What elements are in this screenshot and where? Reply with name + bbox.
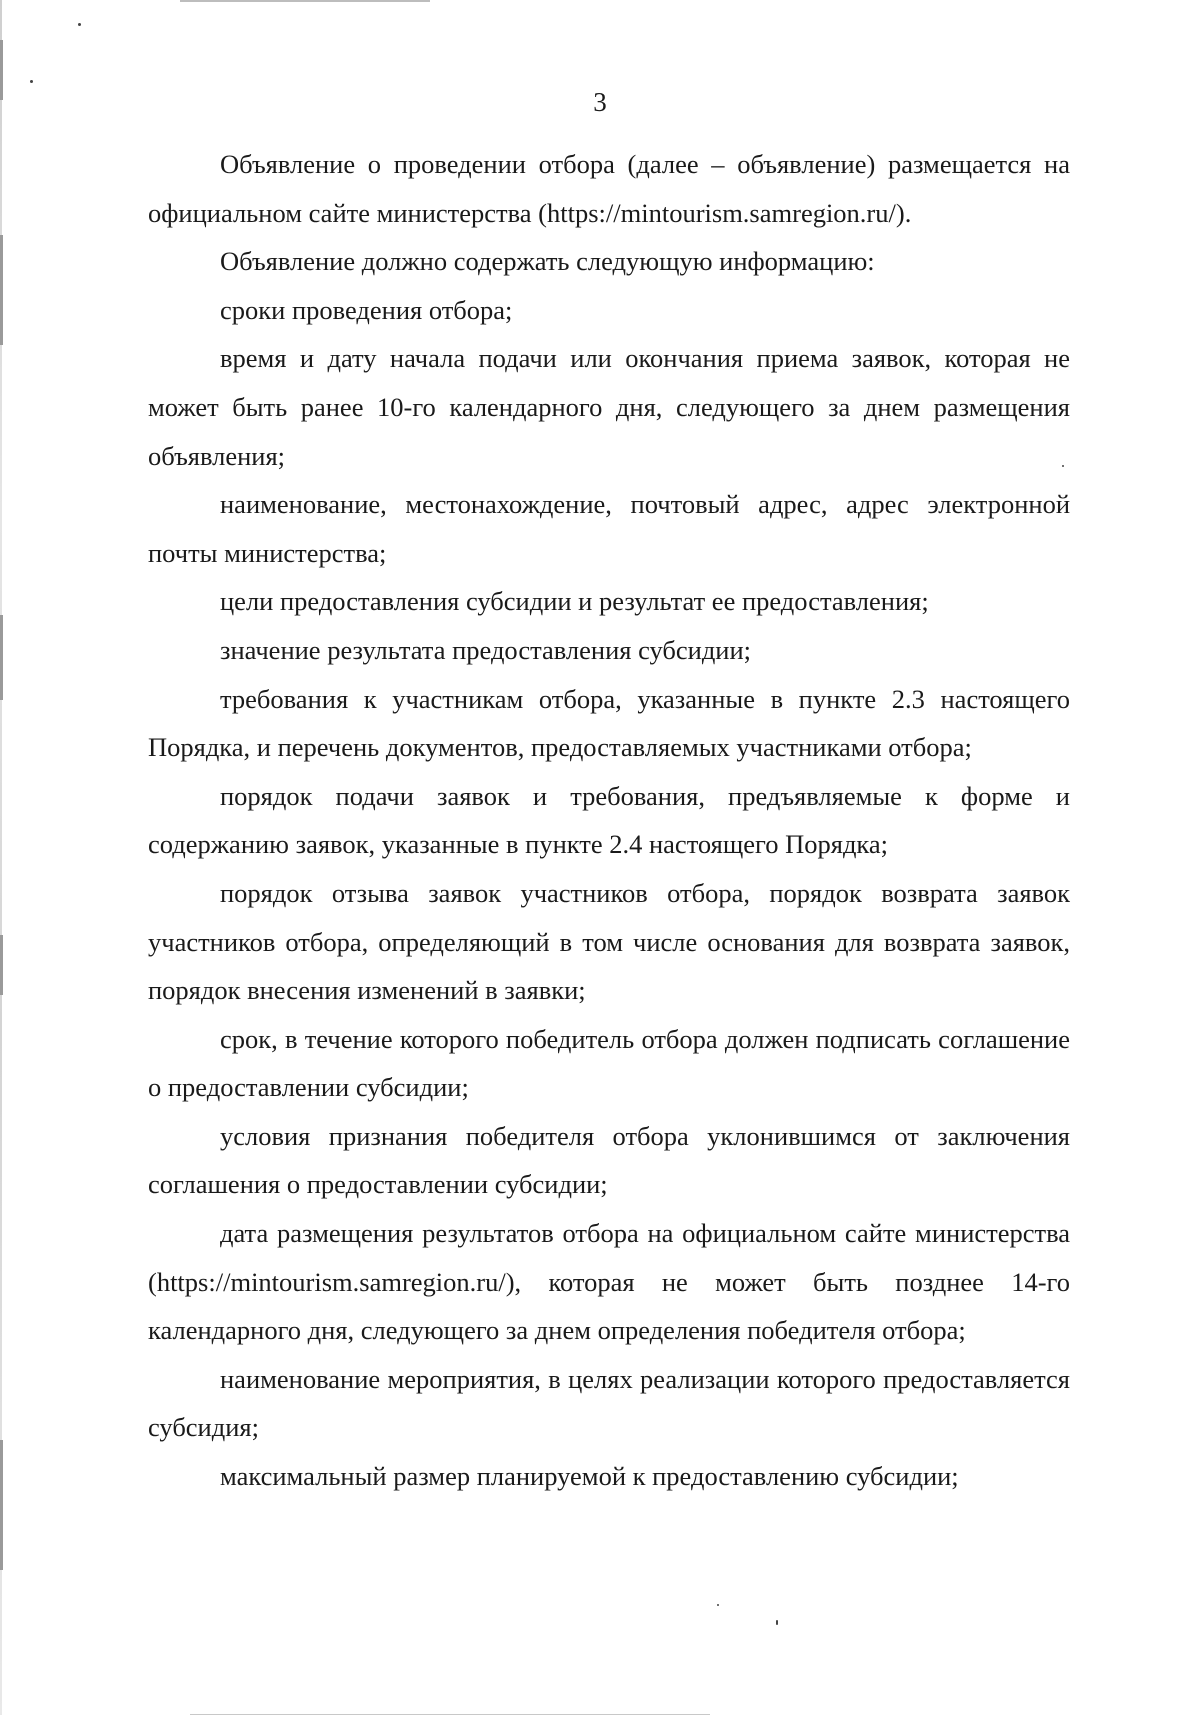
document-body [148, 140, 1070, 1501]
paragraph-ministry-contacts: наименование, местонахождение, почтовый адрес, адрес электронной почты министерства; [148, 489, 1070, 568]
scan-speck [30, 80, 33, 83]
paragraph-subsidy-goals: цели предоставления субсидии и результат ее предоставления; [220, 586, 929, 617]
paragraph-results-publication: дата размещения результатов отбора на официальном сайте министерства (https://mintourism.samregion.ru/), которая не может быть позднее 14-го календарного дня, следующего за днем определения победителя отбора; [148, 1218, 1070, 1346]
scan-margin-mark [0, 615, 3, 700]
paragraph-winner-evasion: условия признания победителя отбора уклонившимся от заключения соглашения о предоставлении субсидии; [148, 1120, 1070, 1200]
paragraph-application-withdrawal: порядок отзыва заявок участников отбора, порядок возврата заявок участников отбора, определяющий в том числе основания для возврата заявок, порядок внесения изменений в заявки; [148, 877, 1070, 1006]
paragraph-agreement-deadline: срок, в течение которого победитель отбора должен подписать соглашение о предоставлении субсидии; [148, 1023, 1070, 1103]
scan-margin-mark [0, 235, 3, 345]
scan-margin-mark [0, 935, 3, 995]
scan-speck [78, 23, 81, 26]
scan-speck [776, 1620, 778, 1625]
scan-margin-mark [0, 1440, 3, 1570]
page-number: 3 [593, 87, 607, 117]
paragraph-announcement-contents: Объявление должно содержать следующую информацию: [220, 246, 875, 277]
scan-edge-top [180, 0, 430, 2]
paragraph-event-name: наименование мероприятия, в целях реализации которого предоставляется субсидия; [148, 1363, 1070, 1443]
paragraph-participant-requirements: требования к участникам отбора, указанные в пункте 2.3 настоящего Порядка, и перечень документов, предоставляемых участниками отбора; [148, 683, 1070, 763]
scan-speck [717, 1604, 719, 1606]
paragraph-max-subsidy: максимальный размер планируемой к предоставлению субсидии; [220, 1461, 959, 1492]
paragraph-application-procedure: порядок подачи заявок и требования, предъявляемые к форме и содержанию заявок, указанные в пункте 2.4 настоящего Порядка; [148, 780, 1070, 860]
paragraph-application-dates: время и дату начала подачи или окончания приема заявок, которая не может быть ранее 10-го календарного дня, следующего за днем размещения объявления; [148, 343, 1070, 471]
paragraph-result-value: значение результата предоставления субсидии; [220, 634, 752, 665]
paragraph-announcement-placement: Объявление о проведении отбора (далее – объявление) размещается на официальном сайте министерства (https://mintourism.samregion.ru/). [148, 149, 1070, 228]
paragraph-selection-period: сроки проведения отбора; [220, 294, 513, 325]
